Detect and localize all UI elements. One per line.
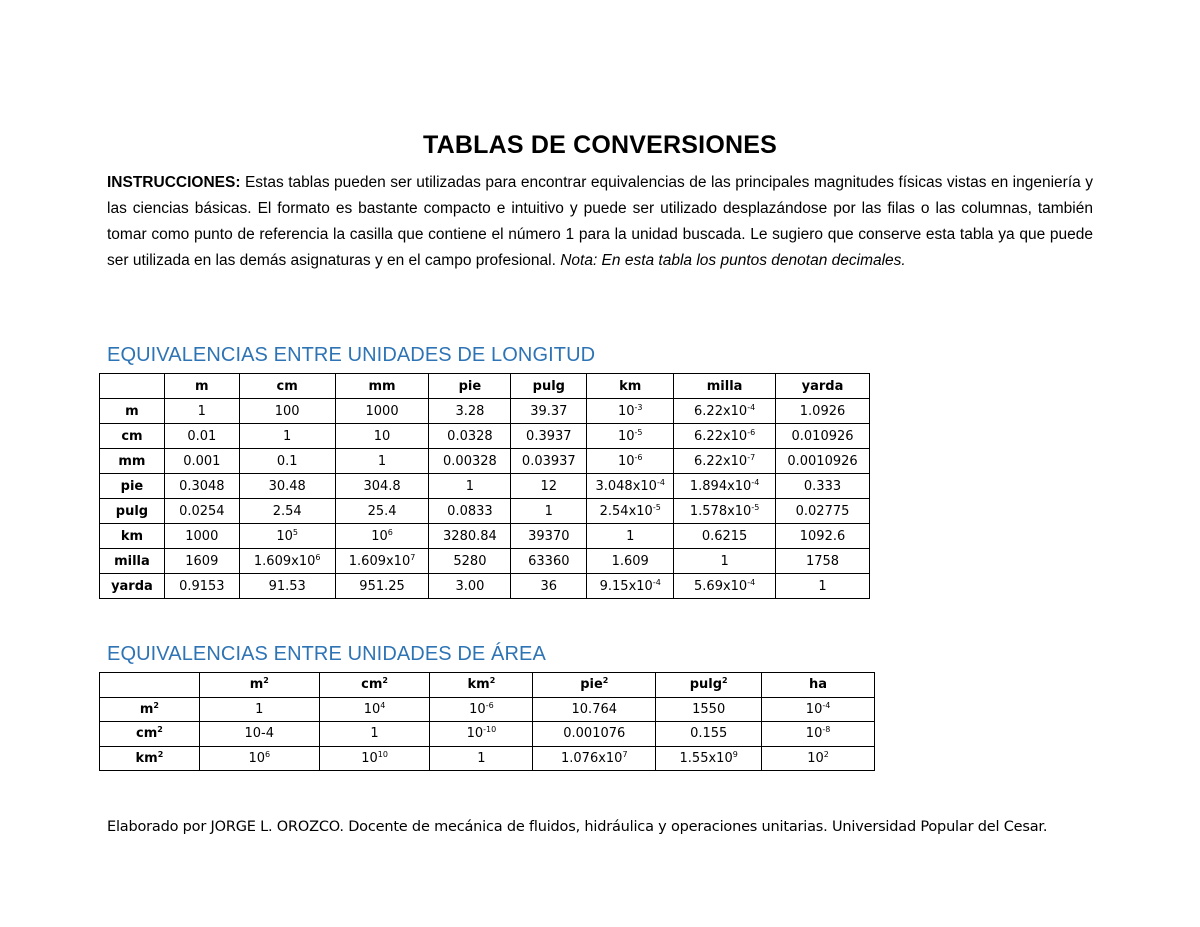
column-header: $km^2$ bbox=[430, 673, 533, 698]
instructions-body: Estas tablas pueden ser utilizadas para encontrar equivalencias de las principales magnitudes físicas vistas en ingeniería y las ciencias básicas. El formato es bastante compacto e intuitivo y puede ser utilizado desplazándose por las filas o las columnas, también tomar como punto de referencia la casilla que contiene el número 1 para la unidad buscada. Le sugiero que conserve esta tabla ya que puede ser utilizada en las demás asignaturas y en el campo profesional. bbox=[107, 174, 1093, 269]
table-row bbox=[100, 424, 870, 449]
table-cell: 1758 bbox=[776, 549, 870, 574]
table-cell: 10.764 bbox=[533, 697, 656, 722]
table-header-row bbox=[100, 374, 870, 399]
table-cell: 1092.6 bbox=[776, 524, 870, 549]
column-header: $cm^2$ bbox=[319, 673, 430, 698]
table-cell: 0.155 bbox=[656, 722, 762, 747]
exponent: 2 bbox=[722, 676, 728, 686]
table-cell: $10^{-8}$ bbox=[762, 722, 875, 747]
exponent: -4 bbox=[652, 577, 661, 587]
column-header: m bbox=[164, 374, 239, 399]
exponent: 2 bbox=[382, 676, 388, 686]
row-header: $cm^2$ bbox=[100, 722, 200, 747]
table-cell: 1.609 bbox=[587, 549, 674, 574]
table-cell: 1 bbox=[776, 574, 870, 599]
table-cell: 3.28 bbox=[429, 399, 511, 424]
exponent: -4 bbox=[747, 577, 756, 587]
row-header: $km^2$ bbox=[100, 746, 200, 771]
table-cell: 10 bbox=[335, 424, 429, 449]
table-cell: 5280 bbox=[429, 549, 511, 574]
table-cell: 0.010926 bbox=[776, 424, 870, 449]
exponent: -4 bbox=[656, 477, 665, 487]
table-cell: 0.3048 bbox=[164, 474, 239, 499]
table-cell: $10^6$ bbox=[335, 524, 429, 549]
table-cell: $3.048x10^{-4}$ bbox=[587, 474, 674, 499]
table-cell: 1 bbox=[319, 722, 430, 747]
table-cell: $10^{-6}$ bbox=[587, 449, 674, 474]
exponent: 2 bbox=[157, 749, 164, 759]
table-cell: 30.48 bbox=[239, 474, 335, 499]
table-row bbox=[100, 722, 875, 747]
exponent: -6 bbox=[634, 452, 643, 462]
exponent: 2 bbox=[157, 725, 163, 735]
instructions-note: Nota: En esta tabla los puntos denotan decimales. bbox=[560, 252, 906, 269]
table-cell: $10^6$ bbox=[199, 746, 319, 771]
column-header: $m^2$ bbox=[199, 673, 319, 698]
exponent: -5 bbox=[634, 427, 643, 437]
exponent: -6 bbox=[485, 700, 494, 710]
column-header: mm bbox=[335, 374, 429, 399]
column-header: km bbox=[587, 374, 674, 399]
table-cell: 12 bbox=[511, 474, 587, 499]
table-cell: $2.54x10^{-5}$ bbox=[587, 499, 674, 524]
table-cell: 0.01 bbox=[164, 424, 239, 449]
instructions-paragraph bbox=[107, 170, 1093, 274]
table-cell: $10^5$ bbox=[239, 524, 335, 549]
table-cell: 36 bbox=[511, 574, 587, 599]
table-cell: 1609 bbox=[164, 549, 239, 574]
table-row bbox=[100, 549, 870, 574]
table-cell: 0.333 bbox=[776, 474, 870, 499]
exponent: 9 bbox=[732, 749, 738, 759]
table-row bbox=[100, 474, 870, 499]
exponent: 7 bbox=[622, 749, 628, 759]
table-cell: $1.609x10^7$ bbox=[335, 549, 429, 574]
table-cell: 1 bbox=[335, 449, 429, 474]
area-table-heading: EQUIVALENCIAS ENTRE UNIDADES DE ÁREA bbox=[107, 643, 546, 665]
table-row bbox=[100, 449, 870, 474]
table-cell: 1 bbox=[674, 549, 776, 574]
column-header: pulg bbox=[511, 374, 587, 399]
table-cell: 1 bbox=[430, 746, 533, 771]
table-cell: $10^{-5}$ bbox=[587, 424, 674, 449]
exponent: -10 bbox=[483, 725, 497, 735]
table-cell: 1000 bbox=[164, 524, 239, 549]
table-cell: $10^{10}$ bbox=[319, 746, 430, 771]
exponent: -5 bbox=[751, 502, 760, 512]
table-cell: 0.0328 bbox=[429, 424, 511, 449]
exponent: 4 bbox=[380, 700, 386, 710]
table-cell: 1 bbox=[164, 399, 239, 424]
corner-cell bbox=[100, 374, 165, 399]
table-cell: $10^4$ bbox=[319, 697, 430, 722]
exponent: 6 bbox=[315, 552, 321, 562]
table-cell: $10^2$ bbox=[762, 746, 875, 771]
table-cell: 1000 bbox=[335, 399, 429, 424]
table-cell: 0.03937 bbox=[511, 449, 587, 474]
table-row bbox=[100, 524, 870, 549]
row-header: milla bbox=[100, 549, 165, 574]
table-cell: 39.37 bbox=[511, 399, 587, 424]
table-cell: $6.22x10^{-6}$ bbox=[674, 424, 776, 449]
table-cell: $1.609x10^6$ bbox=[239, 549, 335, 574]
row-header: cm bbox=[100, 424, 165, 449]
row-header: km bbox=[100, 524, 165, 549]
column-header: ha bbox=[762, 673, 875, 698]
table-cell: 1 bbox=[587, 524, 674, 549]
table-cell: 1 bbox=[429, 474, 511, 499]
table-cell: 0.6215 bbox=[674, 524, 776, 549]
table-cell: 0.001076 bbox=[533, 722, 656, 747]
table-cell: 0.02775 bbox=[776, 499, 870, 524]
table-row bbox=[100, 574, 870, 599]
exponent: 10 bbox=[377, 749, 388, 759]
column-header: milla bbox=[674, 374, 776, 399]
table-cell: 1550 bbox=[656, 697, 762, 722]
exponent: -4 bbox=[751, 477, 760, 487]
row-header: yarda bbox=[100, 574, 165, 599]
exponent: 7 bbox=[410, 552, 416, 562]
table-cell: 1.0926 bbox=[776, 399, 870, 424]
exponent: 6 bbox=[264, 749, 271, 759]
table-cell: 0.1 bbox=[239, 449, 335, 474]
exponent: -3 bbox=[634, 402, 643, 412]
column-header: pie bbox=[429, 374, 511, 399]
table-cell: 304.8 bbox=[335, 474, 429, 499]
page-title: TABLAS DE CONVERSIONES bbox=[423, 131, 777, 159]
exponent: 2 bbox=[602, 676, 609, 686]
table-cell: 39370 bbox=[511, 524, 587, 549]
table-row bbox=[100, 399, 870, 424]
exponent: 5 bbox=[292, 527, 298, 537]
table-cell: $5.69x10^{-4}$ bbox=[674, 574, 776, 599]
exponent: 2 bbox=[823, 749, 829, 759]
row-header: m bbox=[100, 399, 165, 424]
table-cell: 0.0254 bbox=[164, 499, 239, 524]
table-cell: 63360 bbox=[511, 549, 587, 574]
table-cell: 25.4 bbox=[335, 499, 429, 524]
table-cell: $10^{-6}$ bbox=[430, 697, 533, 722]
table-cell: 0.00328 bbox=[429, 449, 511, 474]
exponent: -7 bbox=[747, 452, 756, 462]
table-cell: $10^{-10}$ bbox=[430, 722, 533, 747]
column-header: yarda bbox=[776, 374, 870, 399]
table-cell: 1 bbox=[239, 424, 335, 449]
table-cell: 1 bbox=[511, 499, 587, 524]
table-cell: 0.9153 bbox=[164, 574, 239, 599]
table-cell: 100 bbox=[239, 399, 335, 424]
table-cell: 3.00 bbox=[429, 574, 511, 599]
table-cell: 3280.84 bbox=[429, 524, 511, 549]
exponent: 6 bbox=[387, 527, 393, 537]
table-cell: $10^{-4}$ bbox=[762, 697, 875, 722]
table-cell: 0.0010926 bbox=[776, 449, 870, 474]
table-cell: $1.894x10^{-4}$ bbox=[674, 474, 776, 499]
row-header: mm bbox=[100, 449, 165, 474]
instructions-label: INSTRUCCIONES: bbox=[107, 174, 241, 191]
table-cell: $9.15x10^{-4}$ bbox=[587, 574, 674, 599]
exponent: -6 bbox=[747, 427, 756, 437]
exponent: 2 bbox=[153, 700, 159, 710]
corner-cell bbox=[100, 673, 200, 698]
table-cell: 0.0833 bbox=[429, 499, 511, 524]
row-header: $m^2$ bbox=[100, 697, 200, 722]
table-cell: $6.22x10^{-7}$ bbox=[674, 449, 776, 474]
table-header-row bbox=[100, 673, 875, 698]
table-cell: 0.001 bbox=[164, 449, 239, 474]
length-table-heading: EQUIVALENCIAS ENTRE UNIDADES DE LONGITUD bbox=[107, 344, 596, 366]
exponent: -4 bbox=[747, 402, 756, 412]
table-cell: $10^{-3}$ bbox=[587, 399, 674, 424]
table-cell: 91.53 bbox=[239, 574, 335, 599]
exponent: -4 bbox=[822, 700, 831, 710]
table-cell: $1.55x10^9$ bbox=[656, 746, 762, 771]
table-cell: $1.076x10^7$ bbox=[533, 746, 656, 771]
exponent: -8 bbox=[822, 725, 831, 735]
table-cell: 2.54 bbox=[239, 499, 335, 524]
row-header: pie bbox=[100, 474, 165, 499]
table-row bbox=[100, 499, 870, 524]
table-cell: 10-4 bbox=[199, 722, 319, 747]
exponent: 2 bbox=[489, 676, 496, 686]
table-row bbox=[100, 746, 875, 771]
table-cell: 1 bbox=[199, 697, 319, 722]
area-conversion-table bbox=[99, 672, 875, 771]
table-cell: $1.578x10^{-5}$ bbox=[674, 499, 776, 524]
column-header: pulg$^2$ bbox=[656, 673, 762, 698]
column-header: cm bbox=[239, 374, 335, 399]
footer-credit: Elaborado por JORGE L. OROZCO. Docente de mecánica de fluidos, hidráulica y operaciones unitarias. Universidad Popular del Cesar. bbox=[107, 819, 1048, 835]
exponent: -5 bbox=[652, 502, 661, 512]
length-conversion-table bbox=[99, 373, 870, 599]
column-header: pie$^2$ bbox=[533, 673, 656, 698]
table-cell: 0.3937 bbox=[511, 424, 587, 449]
table-cell: 951.25 bbox=[335, 574, 429, 599]
exponent: 2 bbox=[263, 676, 269, 686]
row-header: pulg bbox=[100, 499, 165, 524]
table-cell: $6.22x10^{-4}$ bbox=[674, 399, 776, 424]
table-row bbox=[100, 697, 875, 722]
